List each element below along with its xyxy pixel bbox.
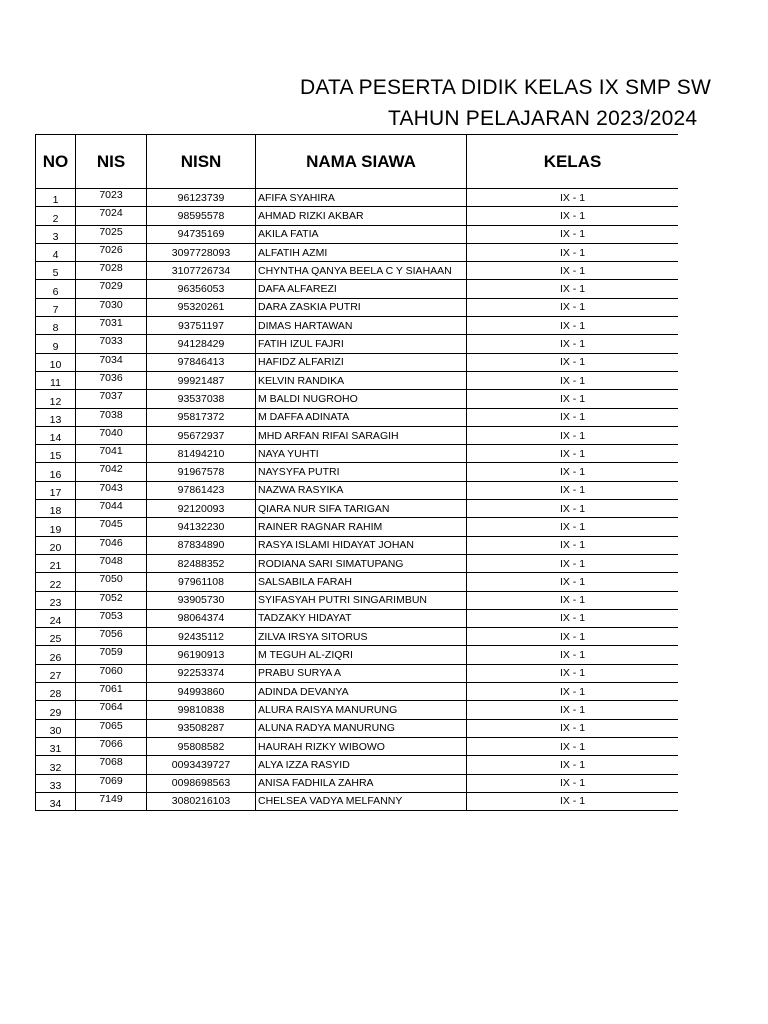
cell-nama: HAURAH RIZKY WIBOWO (256, 737, 467, 755)
cell-nis: 7037 (76, 390, 147, 408)
cell-kelas: IX - 1 (467, 426, 679, 444)
document-subtitle: TAHUN PELAJARAN 2023/2024 (388, 107, 698, 130)
table-row (36, 262, 679, 280)
cell-nama: FATIH IZUL FAJRI (256, 335, 467, 353)
cell-kelas: IX - 1 (467, 554, 679, 572)
cell-nisn: 3080216103 (147, 792, 256, 810)
cell-nisn: 96123739 (147, 189, 256, 207)
table-row (36, 701, 679, 719)
cell-nisn: 87834890 (147, 536, 256, 554)
cell-nama: KELVIN RANDIKA (256, 371, 467, 389)
cell-kelas: IX - 1 (467, 701, 679, 719)
cell-no: 16 (36, 463, 76, 481)
cell-no: 30 (36, 719, 76, 737)
cell-no: 4 (36, 243, 76, 261)
cell-nisn: 81494210 (147, 445, 256, 463)
cell-nama: RODIANA SARI SIMATUPANG (256, 554, 467, 572)
cell-nama: M TEGUH AL-ZIQRI (256, 646, 467, 664)
cell-nis: 7028 (76, 262, 147, 280)
cell-kelas: IX - 1 (467, 317, 679, 335)
cell-nisn: 98595578 (147, 207, 256, 225)
table-row (36, 719, 679, 737)
cell-kelas: IX - 1 (467, 353, 679, 371)
cell-nisn: 98064374 (147, 609, 256, 627)
cell-nama: AKILA FATIA (256, 225, 467, 243)
cell-nisn: 96190913 (147, 646, 256, 664)
cell-nisn: 97861423 (147, 481, 256, 499)
cell-no: 5 (36, 262, 76, 280)
cell-kelas: IX - 1 (467, 792, 679, 810)
cell-kelas: IX - 1 (467, 335, 679, 353)
cell-nis: 7059 (76, 646, 147, 664)
table-row (36, 774, 679, 792)
table-row (36, 335, 679, 353)
cell-nisn: 95320261 (147, 298, 256, 316)
cell-nis: 7050 (76, 573, 147, 591)
cell-no: 17 (36, 481, 76, 499)
cell-nisn: 94993860 (147, 683, 256, 701)
cell-no: 32 (36, 756, 76, 774)
cell-no: 6 (36, 280, 76, 298)
cell-nis: 7023 (76, 189, 147, 207)
cell-kelas: IX - 1 (467, 280, 679, 298)
cell-nisn: 0098698563 (147, 774, 256, 792)
cell-no: 12 (36, 390, 76, 408)
cell-nama: CHYNTHA QANYA BEELA C Y SIAHAAN (256, 262, 467, 280)
table-row (36, 445, 679, 463)
cell-kelas: IX - 1 (467, 573, 679, 591)
cell-nama: DIMAS HARTAWAN (256, 317, 467, 335)
column-header-kelas: KELAS (467, 135, 679, 189)
table-header-row (36, 135, 679, 189)
table-row (36, 207, 679, 225)
cell-nama: NAZWA RASYIKA (256, 481, 467, 499)
cell-nisn: 92253374 (147, 664, 256, 682)
table-row (36, 500, 679, 518)
table-row (36, 317, 679, 335)
cell-kelas: IX - 1 (467, 445, 679, 463)
cell-nis: 7042 (76, 463, 147, 481)
cell-kelas: IX - 1 (467, 189, 679, 207)
cell-nisn: 3097728093 (147, 243, 256, 261)
cell-nis: 7040 (76, 426, 147, 444)
cell-nisn: 94735169 (147, 225, 256, 243)
cell-kelas: IX - 1 (467, 756, 679, 774)
cell-no: 18 (36, 500, 76, 518)
cell-nama: RAINER RAGNAR RAHIM (256, 518, 467, 536)
cell-nis: 7061 (76, 683, 147, 701)
cell-nis: 7031 (76, 317, 147, 335)
cell-nis: 7043 (76, 481, 147, 499)
cell-kelas: IX - 1 (467, 737, 679, 755)
cell-nisn: 96356053 (147, 280, 256, 298)
table-row (36, 609, 679, 627)
cell-nis: 7069 (76, 774, 147, 792)
cell-nisn: 99921487 (147, 371, 256, 389)
table-body (36, 189, 679, 811)
cell-kelas: IX - 1 (467, 408, 679, 426)
cell-no: 21 (36, 554, 76, 572)
cell-nama: RASYA ISLAMI HIDAYAT JOHAN (256, 536, 467, 554)
table-row (36, 683, 679, 701)
cell-kelas: IX - 1 (467, 262, 679, 280)
cell-nama: AFIFA SYAHIRA (256, 189, 467, 207)
cell-nis: 7045 (76, 518, 147, 536)
cell-nisn: 99810838 (147, 701, 256, 719)
cell-nama: ALURA RAISYA MANURUNG (256, 701, 467, 719)
cell-kelas: IX - 1 (467, 243, 679, 261)
cell-kelas: IX - 1 (467, 500, 679, 518)
cell-no: 7 (36, 298, 76, 316)
cell-nis: 7034 (76, 353, 147, 371)
cell-nis: 7048 (76, 554, 147, 572)
cell-nama: AHMAD RIZKI AKBAR (256, 207, 467, 225)
cell-no: 9 (36, 335, 76, 353)
cell-no: 20 (36, 536, 76, 554)
table-row (36, 408, 679, 426)
cell-no: 19 (36, 518, 76, 536)
cell-kelas: IX - 1 (467, 298, 679, 316)
table-row (36, 371, 679, 389)
document-title: DATA PESERTA DIDIK KELAS IX SMP SW (300, 76, 711, 99)
cell-nis: 7029 (76, 280, 147, 298)
cell-nis: 7064 (76, 701, 147, 719)
cell-nisn: 95808582 (147, 737, 256, 755)
cell-nama: M DAFFA ADINATA (256, 408, 467, 426)
cell-kelas: IX - 1 (467, 463, 679, 481)
cell-kelas: IX - 1 (467, 664, 679, 682)
cell-no: 34 (36, 792, 76, 810)
cell-nis: 7024 (76, 207, 147, 225)
cell-no: 33 (36, 774, 76, 792)
cell-nis: 7060 (76, 664, 147, 682)
cell-nama: SYIFASYAH PUTRI SINGARIMBUN (256, 591, 467, 609)
table-row (36, 353, 679, 371)
cell-nis: 7068 (76, 756, 147, 774)
cell-nama: ANISA FADHILA ZAHRA (256, 774, 467, 792)
cell-no: 3 (36, 225, 76, 243)
cell-no: 13 (36, 408, 76, 426)
cell-kelas: IX - 1 (467, 683, 679, 701)
cell-nisn: 93751197 (147, 317, 256, 335)
cell-nisn: 93537038 (147, 390, 256, 408)
cell-no: 14 (36, 426, 76, 444)
cell-nama: CHELSEA VADYA MELFANNY (256, 792, 467, 810)
student-table (35, 134, 678, 811)
cell-nisn: 91967578 (147, 463, 256, 481)
cell-nis: 7056 (76, 628, 147, 646)
table-row (36, 225, 679, 243)
cell-nis: 7030 (76, 298, 147, 316)
cell-nisn: 92120093 (147, 500, 256, 518)
column-header-nis: NIS (76, 135, 147, 189)
cell-nisn: 92435112 (147, 628, 256, 646)
cell-nis: 7025 (76, 225, 147, 243)
student-table-container (35, 134, 678, 823)
cell-nis: 7066 (76, 737, 147, 755)
cell-no: 22 (36, 573, 76, 591)
cell-nama: DARA ZASKIA PUTRI (256, 298, 467, 316)
table-row (36, 426, 679, 444)
cell-nis: 7026 (76, 243, 147, 261)
cell-nama: QIARA NUR SIFA TARIGAN (256, 500, 467, 518)
cell-kelas: IX - 1 (467, 481, 679, 499)
table-row (36, 390, 679, 408)
cell-nisn: 97961108 (147, 573, 256, 591)
column-header-nisn: NISN (147, 135, 256, 189)
cell-nama: PRABU SURYA A (256, 664, 467, 682)
cell-kelas: IX - 1 (467, 609, 679, 627)
cell-no: 28 (36, 683, 76, 701)
cell-nis: 7038 (76, 408, 147, 426)
table-row (36, 646, 679, 664)
table-row (36, 792, 679, 810)
cell-nama: ALUNA RADYA MANURUNG (256, 719, 467, 737)
cell-no: 31 (36, 737, 76, 755)
table-row (36, 573, 679, 591)
cell-nisn: 0093439727 (147, 756, 256, 774)
cell-kelas: IX - 1 (467, 225, 679, 243)
table-row (36, 481, 679, 499)
cell-nis: 7046 (76, 536, 147, 554)
cell-nis: 7052 (76, 591, 147, 609)
cell-no: 29 (36, 701, 76, 719)
cell-no: 1 (36, 189, 76, 207)
cell-kelas: IX - 1 (467, 536, 679, 554)
table-row (36, 536, 679, 554)
cell-no: 25 (36, 628, 76, 646)
cell-nis: 7036 (76, 371, 147, 389)
cell-kelas: IX - 1 (467, 646, 679, 664)
table-row (36, 189, 679, 207)
cell-nama: ALFATIH AZMI (256, 243, 467, 261)
cell-kelas: IX - 1 (467, 774, 679, 792)
cell-nama: TADZAKY HIDAYAT (256, 609, 467, 627)
cell-nis: 7041 (76, 445, 147, 463)
table-row (36, 243, 679, 261)
cell-kelas: IX - 1 (467, 390, 679, 408)
column-header-nama: NAMA SIAWA (256, 135, 467, 189)
table-row (36, 554, 679, 572)
cell-no: 27 (36, 664, 76, 682)
cell-kelas: IX - 1 (467, 371, 679, 389)
cell-no: 2 (36, 207, 76, 225)
table-row (36, 298, 679, 316)
cell-kelas: IX - 1 (467, 628, 679, 646)
cell-nis: 7065 (76, 719, 147, 737)
cell-nama: ADINDA DEVANYA (256, 683, 467, 701)
cell-nis: 7044 (76, 500, 147, 518)
cell-nama: DAFA ALFAREZI (256, 280, 467, 298)
cell-nama: ZILVA IRSYA SITORUS (256, 628, 467, 646)
cell-nisn: 95672937 (147, 426, 256, 444)
cell-nisn: 82488352 (147, 554, 256, 572)
table-row (36, 591, 679, 609)
cell-nama: NAYA YUHTI (256, 445, 467, 463)
table-row (36, 628, 679, 646)
cell-nisn: 93905730 (147, 591, 256, 609)
cell-nis: 7053 (76, 609, 147, 627)
cell-no: 11 (36, 371, 76, 389)
cell-nama: HAFIDZ ALFARIZI (256, 353, 467, 371)
cell-nis: 7149 (76, 792, 147, 810)
table-row (36, 756, 679, 774)
cell-no: 8 (36, 317, 76, 335)
cell-no: 24 (36, 609, 76, 627)
cell-nama: SALSABILA FARAH (256, 573, 467, 591)
cell-nisn: 93508287 (147, 719, 256, 737)
cell-no: 15 (36, 445, 76, 463)
cell-nis: 7033 (76, 335, 147, 353)
cell-kelas: IX - 1 (467, 591, 679, 609)
table-row (36, 463, 679, 481)
table-row (36, 518, 679, 536)
cell-nisn: 3107726734 (147, 262, 256, 280)
cell-kelas: IX - 1 (467, 518, 679, 536)
table-row (36, 280, 679, 298)
cell-nisn: 97846413 (147, 353, 256, 371)
cell-no: 26 (36, 646, 76, 664)
cell-no: 23 (36, 591, 76, 609)
cell-nama: MHD ARFAN RIFAI SARAGIH (256, 426, 467, 444)
cell-kelas: IX - 1 (467, 719, 679, 737)
cell-nisn: 94128429 (147, 335, 256, 353)
cell-kelas: IX - 1 (467, 207, 679, 225)
cell-nama: M BALDI NUGROHO (256, 390, 467, 408)
cell-nisn: 94132230 (147, 518, 256, 536)
table-row (36, 737, 679, 755)
table-row (36, 664, 679, 682)
cell-no: 10 (36, 353, 76, 371)
cell-nisn: 95817372 (147, 408, 256, 426)
cell-nama: NAYSYFA PUTRI (256, 463, 467, 481)
column-header-no: NO (36, 135, 76, 189)
cell-nama: ALYA IZZA RASYID (256, 756, 467, 774)
